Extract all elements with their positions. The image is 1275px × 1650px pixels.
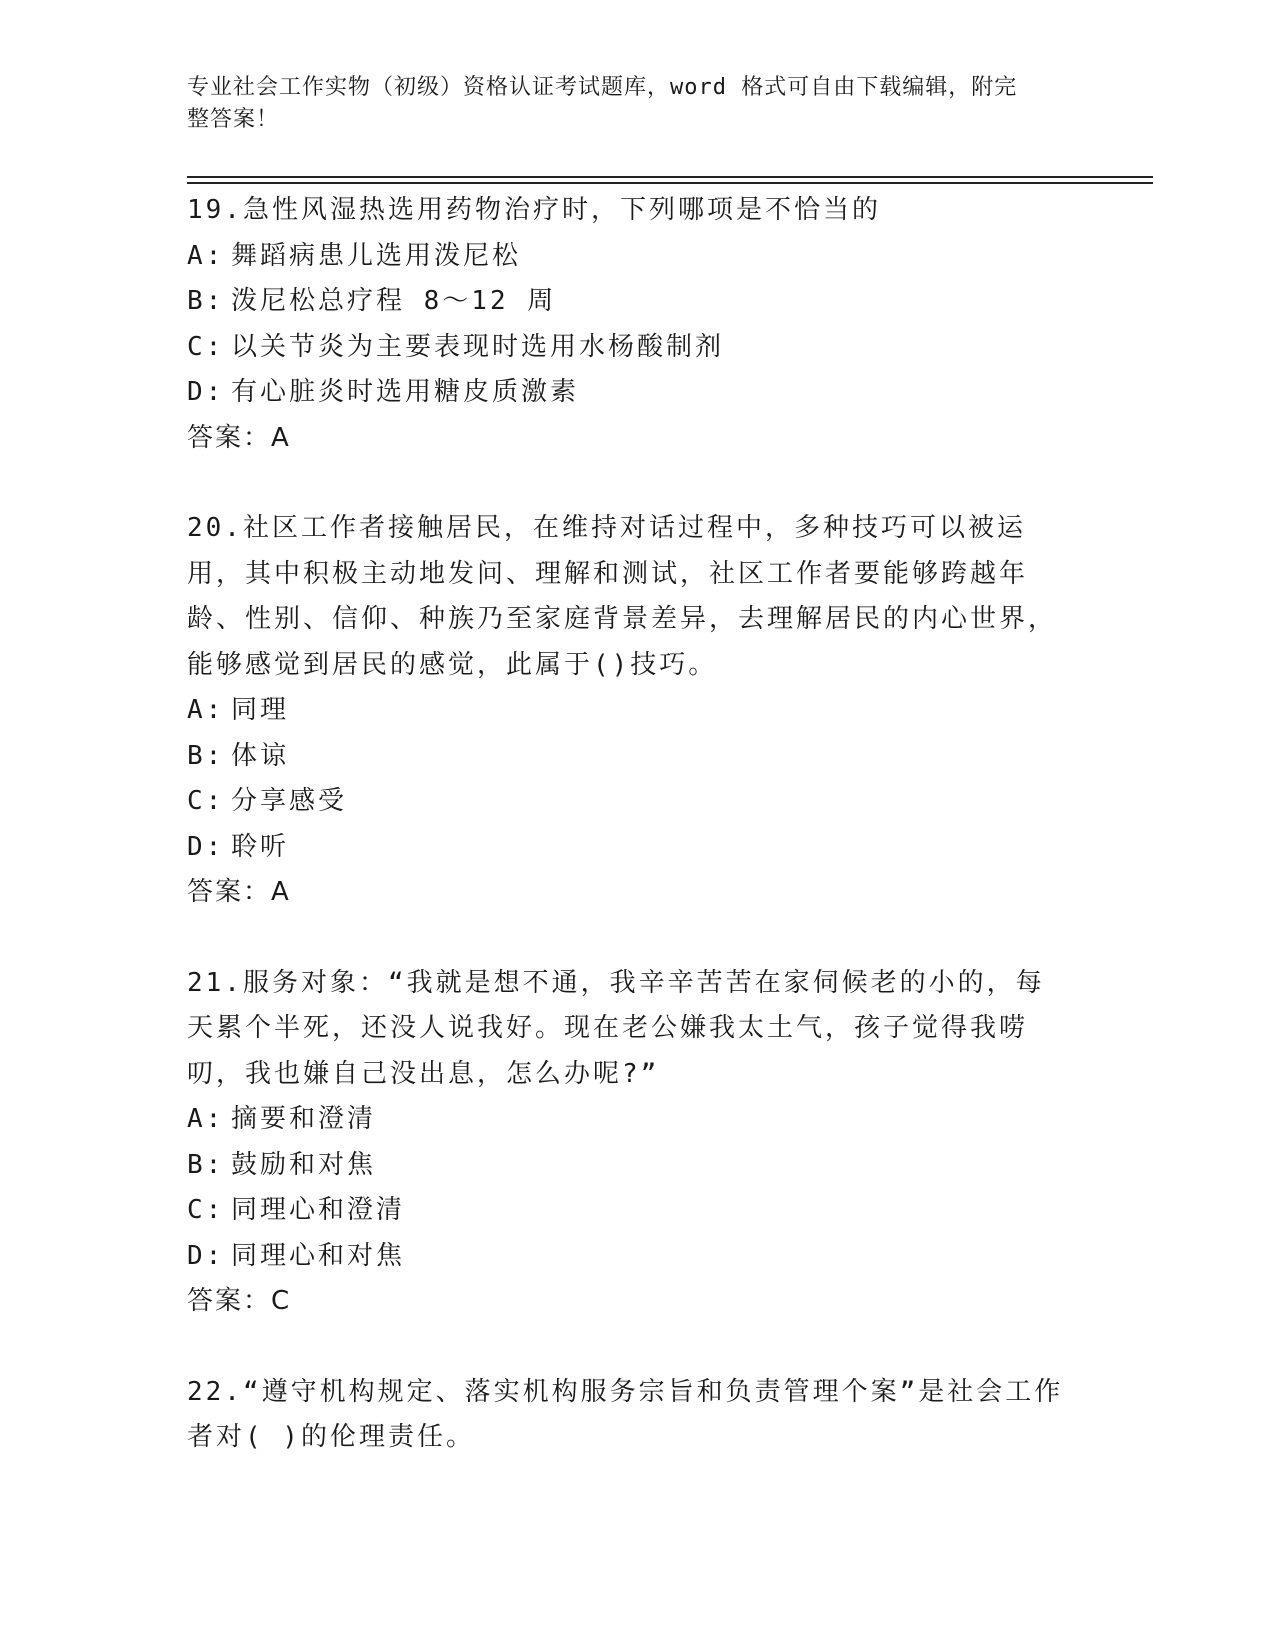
question-stem: 22.“遵守机构规定、落实机构服务宗旨和负责管理个案”是社会工作者对( )的伦理责任。 <box>187 1376 1064 1452</box>
question-22 <box>187 1370 1067 1461</box>
option-text: 同理 <box>231 695 290 725</box>
option-text: 同理心和澄清 <box>231 1195 406 1225</box>
option-text: 分享感受 <box>231 786 348 816</box>
document-header <box>187 72 1067 136</box>
header-line-2: 整答案！ <box>187 107 280 132</box>
option-letter: A: <box>187 1104 225 1134</box>
option-a <box>187 1097 1067 1143</box>
option-text: 同理心和对焦 <box>231 1240 406 1271</box>
question-stem: 21.服务对象：“我就是想不通，我辛辛苦苦在家伺候老的小的，每天累个半死，还没人说我好。现在老公嫌我太土气，孩子觉得我唠叨，我也嫌自己没出息，怎么办呢?” <box>187 967 1045 1089</box>
option-a <box>187 688 1067 734</box>
option-c <box>187 1188 1067 1234</box>
option-text: 聆听 <box>231 831 290 862</box>
option-letter: B: <box>187 286 225 316</box>
option-letter: C: <box>187 1195 225 1225</box>
option-letter: C: <box>187 786 225 816</box>
option-letter: C: <box>187 331 225 362</box>
header-rule-bottom <box>187 182 1153 184</box>
option-text: 泼尼松总疗程 8～12 周 <box>231 286 557 316</box>
option-d <box>187 825 1067 871</box>
option-text: 舞蹈病患儿选用泼尼松 <box>231 240 522 271</box>
option-letter: D: <box>187 377 225 407</box>
question-19 <box>187 188 1067 461</box>
option-d <box>187 1234 1067 1280</box>
option-letter: D: <box>187 1240 225 1271</box>
option-text: 摘要和澄清 <box>231 1104 377 1134</box>
answer-line: 答案：C <box>187 1286 292 1316</box>
option-text: 以关节炎为主要表现时选用水杨酸制剂 <box>231 331 725 362</box>
option-c <box>187 325 1067 371</box>
option-c <box>187 779 1067 825</box>
question-21 <box>187 961 1067 1325</box>
question-gap <box>187 1325 1067 1370</box>
option-b <box>187 1143 1067 1189</box>
option-b <box>187 279 1067 325</box>
answer-line: 答案：A <box>187 422 291 453</box>
option-b <box>187 734 1067 780</box>
question-list <box>187 188 1067 1461</box>
question-stem: 20.社区工作者接触居民，在维持对话过程中，多种技巧可以被运用，其中积极主动地发问、理解和测试，社区工作者要能够跨越年龄、性别、信仰、种族乃至家庭背景差异，去理解居民的内心世界，能够感觉到居民的感觉，此属于()技巧。 <box>187 513 1058 680</box>
option-letter: D: <box>187 831 225 862</box>
option-text: 鼓励和对焦 <box>231 1149 377 1180</box>
header-rule-top <box>187 176 1153 178</box>
question-20 <box>187 506 1067 916</box>
option-letter: B: <box>187 1149 225 1180</box>
question-gap <box>187 916 1067 961</box>
option-letter: A: <box>187 240 225 271</box>
answer-line: 答案：A <box>187 877 291 907</box>
option-letter: A: <box>187 695 225 725</box>
question-stem: 19.急性风湿热选用药物治疗时，下列哪项是不恰当的 <box>187 195 881 225</box>
option-text: 体谅 <box>231 740 290 771</box>
option-d <box>187 370 1067 416</box>
header-line-1: 专业社会工作实物（初级）资格认证考试题库，word 格式可自由下载编辑，附完 <box>187 75 1018 100</box>
option-text: 有心脏炎时选用糖皮质激素 <box>231 377 580 407</box>
option-a <box>187 234 1067 280</box>
question-gap <box>187 461 1067 506</box>
option-letter: B: <box>187 740 225 771</box>
